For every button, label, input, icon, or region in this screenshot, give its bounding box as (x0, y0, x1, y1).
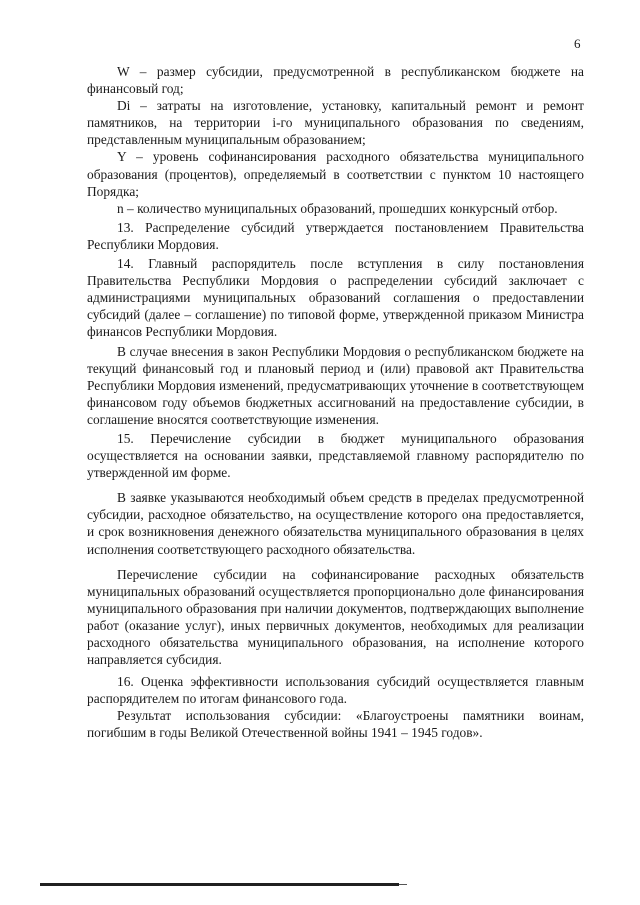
paragraph-w-definition: W – размер субсидии, предусмотренной в республиканском бюджете на финансовый год; (87, 64, 584, 97)
clause-14-amendments: В случае внесения в закон Республики Мордовия о республиканском бюджете на текущий финансовый год и плановый период и (или) правовой акт Правительства Республики Мордовия изменений, предусматривающих уточнение в соответствующем финансовом году объемов бюджетных ассигнований на предоставление субсидии, в соглашение вносятся соответствующие изменения. (87, 343, 584, 427)
clause-15-application: В заявке указываются необходимый объем средств в пределах предусмотренной субсидии, расходное обязательство, на осуществление которого она предоставляется, и срок возникновения денежного обязательства муниципального образования в целях исполнения соответствующего расходного обязательства. (87, 490, 584, 557)
paragraph-di-definition: Di – затраты на изготовление, установку, капитальный ремонт и ремонт памятников, на территории i-го муниципального образования по сведениям, представленным муниципальным образованием; (87, 98, 584, 148)
clause-13: 13. Распределение субсидий утверждается постановлением Правительства Республики Мордовия. (87, 219, 584, 252)
clause-15-transfer: Перечисление субсидии на софинансирование расходных обязательств муниципальных образований осуществляется пропорционально доле финансирования муниципального образования при наличии документов, подтверждающих выполнение работ (оказание услуг), иных первичных документов, необходимых для реализации расходного обязательства муниципального образования, на исполнение которого направляется субсидия. (87, 566, 584, 668)
document-body (87, 63, 584, 742)
clause-14: 14. Главный распорядитель после вступления в силу постановления Правительства Республики Мордовия о распределении субсидий заключает с администрациями муниципальных образований соглашения о предоставлении субсидий (далее – соглашение) по типовой форме, утвержденной приказом Министра финансов Республики Мордовия. (87, 256, 584, 340)
paragraph-y-definition: Y – уровень софинансирования расходного обязательства муниципального образования (процентов), определяемый в соответствии с пунктом 10 настоящего Порядка; (87, 149, 584, 199)
clause-16: 16. Оценка эффективности использования субсидий осуществляется главным распорядителем по итогам финансового года. (87, 674, 584, 707)
clause-16-result: Результат использования субсидии: «Благоустроены памятники воинам, погибшим в годы Великой Отечественной войны 1941 – 1945 годов». (87, 708, 584, 741)
paragraph-n-definition: n – количество муниципальных образований, прошедших конкурсный отбор. (117, 200, 558, 216)
bottom-rule-tail (399, 884, 407, 885)
clause-15: 15. Перечисление субсидии в бюджет муниципального образования осуществляется на основании заявки, представляемой главному распорядителю по утвержденной им форме. (87, 430, 584, 481)
bottom-rule (40, 883, 399, 886)
page-number: 6 (574, 36, 581, 51)
